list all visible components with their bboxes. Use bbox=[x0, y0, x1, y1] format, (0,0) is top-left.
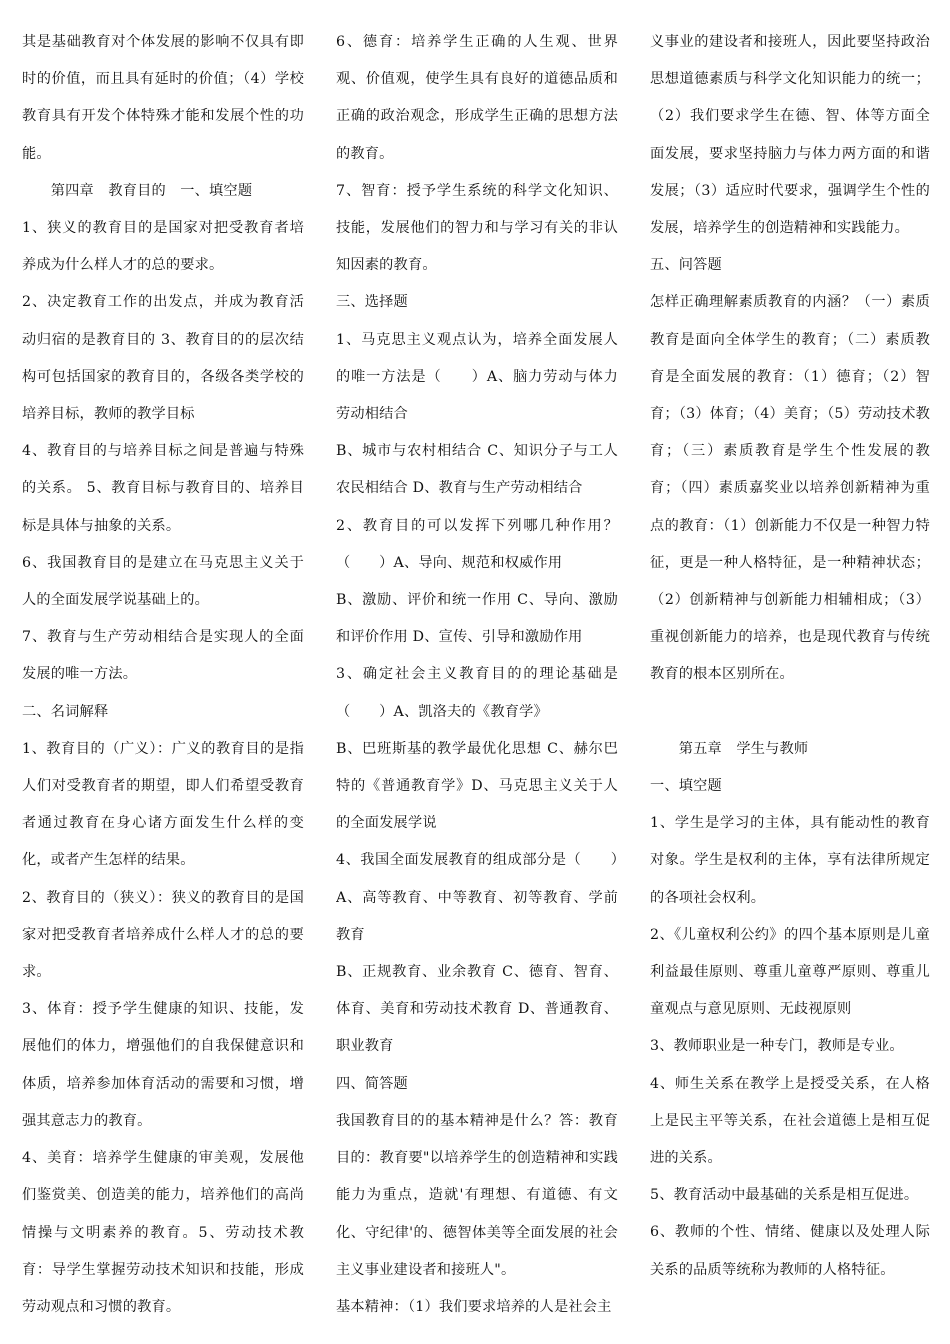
paragraph: 我国教育目的的基本精神是什么？答：教育目的：教育要"以培养学生的创造精神和实践能力为重点，造就'有理想、有道德、有文化、守纪律'的、德智体美等全面发展的社会主义事业建设者和接班人"。 bbox=[336, 1112, 618, 1278]
paragraph: 4、师生关系在教学上是授受关系，在人格上是民主平等关系，在社会道德上是相互促进的关系。 bbox=[650, 1075, 930, 1167]
options: B、城市与农村相结合 C、知识分子与工人农民相结合 D、教育与生产劳动相结合 bbox=[336, 443, 618, 497]
paragraph: 3、教师职业是一种专门，教师是专业。 bbox=[650, 1038, 904, 1055]
paragraph: 1、狭义的教育目的是国家对把受教育者培养成为什么样人才的总的要求。 bbox=[22, 220, 304, 274]
text-column-2 bbox=[336, 24, 618, 1334]
section-heading: 四、简答题 bbox=[336, 1075, 408, 1092]
section-heading: 二、名词解释 bbox=[22, 703, 109, 720]
paragraph: 6、教师的个性、情绪、健康以及处理人际关系的品质等统称为教师的人格特征。 bbox=[650, 1224, 930, 1278]
paragraph: 2、决定教育工作的出发点，并成为教育活动归宿的是教育目的 3、教育目的的层次结构可包括国家的教育目的，各级各类学校的培养目标，教师的教学目标 bbox=[22, 294, 304, 423]
question: 1、马克思主义观点认为，培养全面发展人的唯一方法是（ ）A、脑力劳动与体力劳动相结合 bbox=[336, 331, 618, 423]
options: B、激励、评价和统一作用 C、导向、激励和评价作用 D、宣传、引导和激励作用 bbox=[336, 592, 618, 646]
paragraph: 7、智育：授予学生系统的科学文化知识、技能，发展他们的智力和与学习有关的非认知因素的教育。 bbox=[336, 182, 618, 274]
blank-line bbox=[650, 694, 930, 731]
paragraph: 2、教育目的（狭义）：狭义的教育目的是国家对把受教育者培养成什么样人才的总的要求。 bbox=[22, 889, 304, 981]
question: 2、教育目的可以发挥下列哪几种作用？（ ）A、导向、规范和权威作用 bbox=[336, 517, 618, 571]
section-heading: 三、选择题 bbox=[336, 294, 408, 311]
paragraph: 怎样正确理解素质教育的内涵？（一）素质教育是面向全体学生的教育；（二）素质教育是全面发展的教育：（1）德育；（2）智育；（3）体育；（4）美育；（5）劳动技术教育；（三）素质教育是学生个性发展的教育；（四）素质嘉奖业以培养创新精神为重点的教育：（1）创新能力不仅是一种智力特征，更是一种人格特征，是一种精神状态；（2）创新精神与创新能力相辅相成；（3）重视创新能力的培养，也是现代教育与传统教育的根本区别所在。 bbox=[650, 294, 930, 683]
text-column-1 bbox=[22, 24, 304, 1334]
paragraph: 5、教育活动中最基础的关系是相互促进。 bbox=[650, 1187, 919, 1204]
paragraph: 3、体育：授予学生健康的知识、技能，发展他们的体力，增强他们的自我保健意识和体质，培养参加体育活动的需要和习惯，增强其意志力的教育。 bbox=[22, 1001, 304, 1129]
paragraph: 义事业的建设者和接班人，因此要坚持政治思想道德素质与科学文化知识能力的统一；（2）我们要求学生在德、智、体等方面全面发展，要求坚持脑力与体力两方面的和谐发展；（3）适应时代要求，强调学生个性的发展，培养学生的创造精神和实践能力。 bbox=[650, 34, 930, 237]
paragraph: 6、德育：培养学生正确的人生观、世界观、价值观，使学生具有良好的道德品质和正确的政治观念，形成学生正确的思想方法的教育。 bbox=[336, 34, 618, 162]
paragraph: 2、《儿童权利公约》的四个基本原则是儿童利益最佳原则、尊重儿童尊严原则、尊重儿童观点与意见原则、无歧视原则 bbox=[650, 926, 930, 1018]
options: B、正规教育、业余教育 C、德育、智育、体育、美育和劳动技术教育 D、普通教育、职业教育 bbox=[336, 964, 618, 1055]
options: B、巴班斯基的教学最优化思想 C、赫尔巴特的《普通教育学》D、马克思主义关于人的全面发展学说 bbox=[336, 740, 618, 832]
paragraph: 7、教育与生产劳动相结合是实现人的全面发展的唯一方法。 bbox=[22, 629, 304, 683]
paragraph: 1、教育目的（广义）：广义的教育目的是指人们对受教育者的期望，即人们希望受教育者通过教育在身心诸方面发生什么样的变化，或者产生怎样的结果。 bbox=[22, 740, 304, 869]
paragraph: 4、教育目的与培养目标之间是普遍与特殊的关系。 5、教育目标与教育目的、培养目标是具体与抽象的关系。 bbox=[22, 443, 304, 534]
paragraph: 1、学生是学习的主体，具有能动性的教育对象。学生是权利的主体，享有法律所规定的各项社会权利。 bbox=[650, 815, 930, 906]
chapter-heading: 第五章 学生与教师 bbox=[650, 740, 809, 757]
question: 3、确定社会主义教育目的的理论基础是（ ）A、凯洛夫的《教育学》 bbox=[336, 666, 618, 720]
chapter-heading: 第四章 教育目的 一、填空题 bbox=[22, 182, 253, 199]
question: 4、我国全面发展教育的组成部分是（ ）A、高等教育、中等教育、初等教育、学前教育 bbox=[336, 852, 618, 943]
paragraph: 基本精神：（1）我们要求培养的人是社会主 bbox=[336, 1298, 612, 1315]
text-column-3 bbox=[650, 24, 930, 1334]
paragraph: 6、我国教育目的是建立在马克思主义关于人的全面发展学说基础上的。 bbox=[22, 554, 304, 609]
section-heading: 五、问答题 bbox=[650, 257, 722, 274]
paragraph: 4、美育：培养学生健康的审美观，发展他们鉴赏美、创造美的能力，培养他们的高尚情操与文明素养的教育。5、劳动技术教育：导学生掌握劳动技术知识和技能，形成劳动观点和习惯的教育。 bbox=[22, 1150, 304, 1315]
paragraph: 其是基础教育对个体发展的影响不仅具有即时的价值，而且具有延时的价值；（4）学校教育具有开发个体特殊才能和发展个性的功能。 bbox=[22, 34, 304, 162]
section-heading: 一、填空题 bbox=[650, 778, 722, 795]
